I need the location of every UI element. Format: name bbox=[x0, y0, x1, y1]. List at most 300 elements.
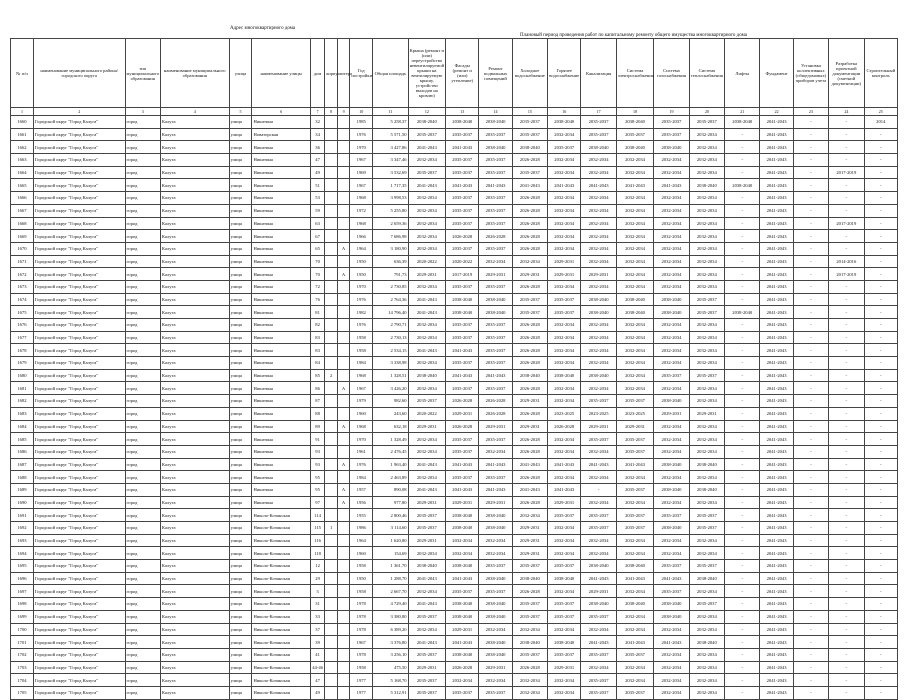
table-row bbox=[11, 686, 898, 699]
table-cell: 2038-2040 bbox=[408, 369, 445, 382]
table-cell: 2026-2028 bbox=[512, 433, 547, 446]
table-cell bbox=[325, 204, 337, 217]
column-number: 25 bbox=[864, 108, 897, 116]
table-cell: улица bbox=[229, 686, 252, 699]
table-cell: 84 bbox=[310, 357, 325, 370]
table-cell: Никитина bbox=[252, 420, 310, 433]
table-cell: Городской округ "Город Калуга" bbox=[33, 369, 125, 382]
table-cell: город bbox=[125, 445, 160, 458]
table-cell: улица bbox=[229, 217, 252, 230]
table-cell: 2038-2040 bbox=[479, 572, 512, 585]
table-cell: 2041-2043 bbox=[760, 686, 793, 699]
table-cell: 2032-2034 bbox=[408, 319, 445, 332]
table-cell: 2041-2043 bbox=[760, 445, 793, 458]
table-cell: 2041-2043 bbox=[760, 483, 793, 496]
table-cell: 2017-2019 bbox=[829, 217, 864, 230]
table-cell: - bbox=[829, 116, 864, 129]
table-cell: 14 796,40 bbox=[373, 306, 408, 319]
table-cell: 791,73 bbox=[373, 268, 408, 281]
table-cell: 2038-2040 bbox=[689, 636, 724, 649]
table-cell: 1661 bbox=[11, 128, 34, 141]
table-cell: 2035-2037 bbox=[654, 116, 689, 129]
table-cell: - bbox=[725, 547, 760, 560]
table-cell: 2029-2031 bbox=[512, 395, 547, 408]
table-cell: - bbox=[864, 407, 897, 420]
table-cell: - bbox=[864, 369, 897, 382]
table-cell bbox=[337, 255, 349, 268]
table-cell: 2029-2031 bbox=[548, 268, 581, 281]
table-cell: 2017-2019 bbox=[829, 166, 864, 179]
table-cell: Городской округ "Город Калуга" bbox=[33, 496, 125, 509]
column-header: Лифты bbox=[725, 39, 760, 108]
table-cell: 2032-2034 bbox=[548, 674, 581, 687]
table-cell: 2032-2034 bbox=[479, 534, 512, 547]
table-cell: 2035-2037 bbox=[446, 319, 479, 332]
table-cell bbox=[337, 141, 349, 154]
table-cell: 2 476,45 bbox=[373, 445, 408, 458]
table-cell: Никитина bbox=[252, 458, 310, 471]
table-cell: Никитина bbox=[252, 331, 310, 344]
table-cell: - bbox=[864, 686, 897, 699]
table-cell: 2023-2025 bbox=[581, 407, 616, 420]
table-cell: 1677 bbox=[11, 331, 34, 344]
table-cell: 67 bbox=[310, 230, 325, 243]
table-cell: Никитина bbox=[252, 382, 310, 395]
table-cell: 2041-2043 bbox=[512, 458, 547, 471]
table-cell: 41 bbox=[310, 648, 325, 661]
table-cell bbox=[325, 179, 337, 192]
table-cell: 2029-2031 bbox=[512, 547, 547, 560]
table-cell: А bbox=[337, 242, 349, 255]
table-cell: улица bbox=[229, 445, 252, 458]
table-row bbox=[11, 610, 898, 623]
table-row bbox=[11, 280, 898, 293]
table-cell: 2032-2034 bbox=[408, 230, 445, 243]
table-cell: - bbox=[793, 141, 828, 154]
table-cell: 1958 bbox=[350, 344, 373, 357]
table-cell: - bbox=[864, 217, 897, 230]
table-cell: 2032-2034 bbox=[689, 382, 724, 395]
table-cell: - bbox=[864, 572, 897, 585]
table-cell: Никитина bbox=[252, 204, 310, 217]
table-cell: 2035-2037 bbox=[616, 686, 653, 699]
column-header: Фундамент bbox=[760, 39, 793, 108]
table-cell: - bbox=[725, 572, 760, 585]
table-cell: 2029-2031 bbox=[512, 522, 547, 535]
table-cell: 2038-2040 bbox=[654, 522, 689, 535]
table-cell: 2041-2043 bbox=[581, 179, 616, 192]
table-cell: улица bbox=[229, 572, 252, 585]
table-cell: 2041-2043 bbox=[446, 572, 479, 585]
table-cell: 59 bbox=[310, 204, 325, 217]
table-cell bbox=[325, 166, 337, 179]
table-cell: 2038-2040 bbox=[654, 483, 689, 496]
table-cell: 2041-2043 bbox=[479, 458, 512, 471]
table-row bbox=[11, 242, 898, 255]
table-cell: город bbox=[125, 369, 160, 382]
table-cell: 1663 bbox=[11, 154, 34, 167]
table-cell: 2032-2034 bbox=[654, 547, 689, 560]
table-cell: 2041-2043 bbox=[479, 179, 512, 192]
table-cell: 2035-2037 bbox=[408, 166, 445, 179]
table-row bbox=[11, 483, 898, 496]
table-cell: улица bbox=[229, 192, 252, 205]
table-cell: 2032-2034 bbox=[689, 128, 724, 141]
column-number: 23 bbox=[793, 108, 828, 116]
table-cell: 2032-2034 bbox=[581, 204, 616, 217]
table-cell: - bbox=[829, 534, 864, 547]
table-cell: 1668 bbox=[11, 217, 34, 230]
column-header: дом bbox=[310, 39, 325, 108]
table-cell: 2017-2019 bbox=[446, 268, 479, 281]
column-number: 2 bbox=[33, 108, 125, 116]
table-cell: - bbox=[725, 204, 760, 217]
table-cell: Никитина bbox=[252, 306, 310, 319]
table-cell: 1692 bbox=[11, 522, 34, 535]
table-cell: - bbox=[864, 268, 897, 281]
table-cell: 2032-2034 bbox=[408, 357, 445, 370]
table-cell: 1662 bbox=[11, 141, 34, 154]
table-cell: - bbox=[725, 255, 760, 268]
table-cell: Калуга bbox=[160, 319, 229, 332]
table-cell: 2032-2034 bbox=[689, 280, 724, 293]
table-cell: 2035-2037 bbox=[446, 217, 479, 230]
table-cell: Никитина bbox=[252, 433, 310, 446]
table-cell: улица bbox=[229, 242, 252, 255]
table-cell: - bbox=[864, 331, 897, 344]
table-cell: - bbox=[864, 357, 897, 370]
table-cell: город bbox=[125, 306, 160, 319]
table-cell: - bbox=[725, 509, 760, 522]
table-cell: 2041-2043 bbox=[446, 458, 479, 471]
table-cell: - bbox=[829, 230, 864, 243]
table-cell: Городской округ "Город Калуга" bbox=[33, 623, 125, 636]
table-cell: 2041-2043 bbox=[760, 319, 793, 332]
table-cell: - bbox=[864, 319, 897, 332]
table-cell bbox=[325, 306, 337, 319]
table-cell bbox=[337, 116, 349, 129]
table-cell: 1969 bbox=[350, 166, 373, 179]
table-cell: 2041-2043 bbox=[760, 623, 793, 636]
table-cell: 1686 bbox=[11, 445, 34, 458]
table-cell: 2032-2034 bbox=[581, 154, 616, 167]
table-cell: 2032-2034 bbox=[616, 496, 653, 509]
table-cell: 2032-2034 bbox=[689, 242, 724, 255]
table-cell: 97 bbox=[310, 496, 325, 509]
column-number: 1 bbox=[11, 108, 34, 116]
table-row bbox=[11, 154, 898, 167]
table-cell: - bbox=[793, 268, 828, 281]
table-cell: 2 659,36 bbox=[373, 217, 408, 230]
table-cell: 2023-2025 bbox=[548, 407, 581, 420]
table-cell: - bbox=[829, 179, 864, 192]
table-cell: 2032-2034 bbox=[689, 433, 724, 446]
table-cell: Калуга bbox=[160, 560, 229, 573]
table-cell: 2041-2043 bbox=[760, 242, 793, 255]
table-cell: Городской округ "Город Калуга" bbox=[33, 166, 125, 179]
table-row bbox=[11, 572, 898, 585]
table-cell: Городской округ "Город Калуга" bbox=[33, 572, 125, 585]
header-row bbox=[11, 39, 898, 108]
table-cell: улица bbox=[229, 623, 252, 636]
table-cell: 1678 bbox=[11, 344, 34, 357]
table-cell: - bbox=[725, 382, 760, 395]
table-cell: 2029-2031 bbox=[512, 534, 547, 547]
column-number: 7 bbox=[310, 108, 325, 116]
table-row bbox=[11, 445, 898, 458]
table-cell: 2035-2037 bbox=[654, 585, 689, 598]
table-cell: - bbox=[725, 141, 760, 154]
table-cell: Городской округ "Город Калуга" bbox=[33, 522, 125, 535]
table-cell: 2032-2034 bbox=[654, 280, 689, 293]
table-cell: 2038-2040 bbox=[408, 116, 445, 129]
table-cell: 1680 bbox=[11, 369, 34, 382]
table-cell bbox=[325, 610, 337, 623]
table-cell: 29 bbox=[310, 572, 325, 585]
table-cell: - bbox=[864, 382, 897, 395]
table-cell: 2041-2043 bbox=[616, 458, 653, 471]
table-cell: 2038-2040 bbox=[654, 306, 689, 319]
table-cell: 49 bbox=[310, 686, 325, 699]
table-cell: город bbox=[125, 496, 160, 509]
table-cell bbox=[325, 357, 337, 370]
table-cell: 2041-2043 bbox=[760, 496, 793, 509]
table-cell: 2038-2040 bbox=[725, 116, 760, 129]
table-cell: Николо-Козинская bbox=[252, 636, 310, 649]
table-cell: 2035-2037 bbox=[479, 686, 512, 699]
column-header: Строительный контроль bbox=[864, 39, 897, 108]
table-cell: 2035-2037 bbox=[408, 674, 445, 687]
table-cell: 2041-2043 bbox=[548, 458, 581, 471]
table-cell: - bbox=[829, 306, 864, 319]
table-cell: 2038-2040 bbox=[654, 458, 689, 471]
table-cell: 2032-2034 bbox=[689, 585, 724, 598]
table-cell: Никитина bbox=[252, 192, 310, 205]
table-cell: город bbox=[125, 648, 160, 661]
table-cell: 2035-2037 bbox=[408, 686, 445, 699]
table-cell: Николо-Козинская bbox=[252, 623, 310, 636]
table-cell: 2032-2034 bbox=[689, 154, 724, 167]
table-cell: 1985 bbox=[350, 116, 373, 129]
table-cell bbox=[337, 636, 349, 649]
table-cell: 37 bbox=[310, 623, 325, 636]
table-cell: 116 bbox=[310, 534, 325, 547]
table-cell: 1684 bbox=[11, 420, 34, 433]
table-cell: 2032-2034 bbox=[512, 623, 547, 636]
table-cell bbox=[337, 306, 349, 319]
table-cell bbox=[337, 192, 349, 205]
table-cell: 2032-2034 bbox=[689, 344, 724, 357]
table-cell: - bbox=[829, 395, 864, 408]
table-cell: город bbox=[125, 217, 160, 230]
table-cell: улица bbox=[229, 483, 252, 496]
table-cell: 2041-2043 bbox=[616, 179, 653, 192]
table-row bbox=[11, 255, 898, 268]
table-cell: 1670 bbox=[11, 242, 34, 255]
table-cell: Калуга bbox=[160, 369, 229, 382]
table-cell: 2029-2031 bbox=[408, 268, 445, 281]
table-cell bbox=[337, 293, 349, 306]
table-cell: 2041-2043 bbox=[446, 344, 479, 357]
table-cell: 2032-2034 bbox=[548, 445, 581, 458]
table-cell: 70 bbox=[310, 255, 325, 268]
table-cell: 2032-2034 bbox=[408, 154, 445, 167]
table-cell: 2038-2040 bbox=[446, 610, 479, 623]
column-header: Фасады (ремонт и (или) утепление) bbox=[446, 39, 479, 108]
table-cell: 2035-2037 bbox=[408, 128, 445, 141]
table-cell: - bbox=[793, 293, 828, 306]
table-cell: 2041-2043 bbox=[760, 610, 793, 623]
table-cell: 2035-2037 bbox=[581, 610, 616, 623]
table-cell: - bbox=[725, 280, 760, 293]
table-cell: улица bbox=[229, 522, 252, 535]
table-cell: 1958 bbox=[350, 661, 373, 674]
table-cell: Никитина bbox=[252, 293, 310, 306]
table-cell: 2038-2040 bbox=[581, 598, 616, 611]
table-cell: 2029-2031 bbox=[581, 268, 616, 281]
table-cell: Городской округ "Город Калуга" bbox=[33, 547, 125, 560]
table-cell: - bbox=[793, 204, 828, 217]
table-row bbox=[11, 496, 898, 509]
table-cell: Городской округ "Город Калуга" bbox=[33, 192, 125, 205]
table-row bbox=[11, 382, 898, 395]
table-cell: 2032-2034 bbox=[654, 154, 689, 167]
table-cell: Калуга bbox=[160, 280, 229, 293]
table-cell: Никитина bbox=[252, 445, 310, 458]
table-cell: 2038-2040 bbox=[581, 560, 616, 573]
column-number: 18 bbox=[616, 108, 653, 116]
table-cell: - bbox=[725, 420, 760, 433]
table-cell: улица bbox=[229, 636, 252, 649]
table-cell: 2026-2028 bbox=[512, 331, 547, 344]
table-cell: 2035-2037 bbox=[581, 509, 616, 522]
table-cell: Калуга bbox=[160, 128, 229, 141]
table-cell: Городской округ "Город Калуга" bbox=[33, 331, 125, 344]
table-cell: 2035-2037 bbox=[446, 433, 479, 446]
table-cell: 2032-2034 bbox=[689, 166, 724, 179]
table-cell: 2041-2043 bbox=[760, 204, 793, 217]
table-cell: - bbox=[725, 395, 760, 408]
table-cell: - bbox=[864, 242, 897, 255]
table-cell: город bbox=[125, 179, 160, 192]
table-cell: 2032-2034 bbox=[616, 585, 653, 598]
table-cell: - bbox=[793, 179, 828, 192]
table-cell: 2032-2034 bbox=[581, 331, 616, 344]
table-cell: 1977 bbox=[350, 686, 373, 699]
table-cell: 2029-2031 bbox=[548, 661, 581, 674]
table-cell: 3 bbox=[310, 585, 325, 598]
table-cell: Городской округ "Город Калуга" bbox=[33, 344, 125, 357]
table-cell: - bbox=[864, 648, 897, 661]
table-cell: - bbox=[864, 534, 897, 547]
table-cell: 2032-2034 bbox=[548, 547, 581, 560]
table-cell: 2032-2034 bbox=[548, 154, 581, 167]
column-header: литера bbox=[337, 39, 349, 108]
table-cell: - bbox=[829, 648, 864, 661]
table-cell: 2035-2037 bbox=[512, 610, 547, 623]
column-number: 15 bbox=[512, 108, 547, 116]
table-cell: 86 bbox=[310, 382, 325, 395]
table-cell: 2032-2034 bbox=[548, 217, 581, 230]
table-cell bbox=[337, 128, 349, 141]
table-cell: город bbox=[125, 407, 160, 420]
table-cell: 2032-2034 bbox=[689, 661, 724, 674]
table-cell bbox=[337, 154, 349, 167]
table-cell: 2032-2034 bbox=[581, 623, 616, 636]
table-cell: 2032-2034 bbox=[654, 661, 689, 674]
table-cell bbox=[325, 509, 337, 522]
table-cell: 1697 bbox=[11, 585, 34, 598]
table-cell: - bbox=[793, 395, 828, 408]
table-cell: 2032-2034 bbox=[512, 255, 547, 268]
table-cell: - bbox=[793, 230, 828, 243]
table-cell: 5 258,37 bbox=[373, 116, 408, 129]
table-row bbox=[11, 648, 898, 661]
table-cell: 2035-2037 bbox=[616, 445, 653, 458]
table-cell: 2032-2034 bbox=[689, 420, 724, 433]
capital-repair-table bbox=[10, 38, 898, 700]
table-cell: - bbox=[864, 509, 897, 522]
table-cell: - bbox=[725, 128, 760, 141]
table-cell: - bbox=[864, 496, 897, 509]
table-cell: 2032-2034 bbox=[689, 331, 724, 344]
table-cell: Городской округ "Город Калуга" bbox=[33, 407, 125, 420]
table-cell: 53 bbox=[310, 192, 325, 205]
table-cell: 2032-2034 bbox=[548, 686, 581, 699]
table-cell: 2032-2034 bbox=[548, 344, 581, 357]
table-cell bbox=[325, 154, 337, 167]
table-cell: - bbox=[864, 598, 897, 611]
table-cell: Никитина bbox=[252, 154, 310, 167]
table-cell: 2035-2037 bbox=[654, 560, 689, 573]
table-cell: 114 bbox=[310, 509, 325, 522]
table-cell: 2035-2037 bbox=[616, 395, 653, 408]
table-cell: 2041-2043 bbox=[512, 483, 547, 496]
table-cell: - bbox=[864, 471, 897, 484]
table-cell: 44-46 bbox=[310, 661, 325, 674]
table-cell: 2032-2034 bbox=[654, 166, 689, 179]
table-cell: 95 bbox=[310, 483, 325, 496]
column-header: Система газоснабжения bbox=[654, 39, 689, 108]
table-cell: 1673 bbox=[11, 280, 34, 293]
table-cell: 2026-2028 bbox=[512, 192, 547, 205]
table-cell: - bbox=[793, 166, 828, 179]
table-cell: 2041-2043 bbox=[760, 547, 793, 560]
table-cell: город bbox=[125, 560, 160, 573]
table-cell: 2035-2037 bbox=[479, 560, 512, 573]
table-cell: - bbox=[793, 648, 828, 661]
table-cell: - bbox=[725, 648, 760, 661]
table-row bbox=[11, 598, 898, 611]
table-cell: 2035-2037 bbox=[616, 522, 653, 535]
table-cell: 1701 bbox=[11, 636, 34, 649]
table-cell: 2032-2034 bbox=[616, 230, 653, 243]
table-cell: 2041-2043 bbox=[760, 648, 793, 661]
table-cell: Никитина bbox=[252, 268, 310, 281]
table-cell: Городской округ "Город Калуга" bbox=[33, 458, 125, 471]
table-cell: 2029-2031 bbox=[479, 661, 512, 674]
table-cell: 2026-2028 bbox=[512, 496, 547, 509]
table-cell: Калуга bbox=[160, 648, 229, 661]
table-cell: город bbox=[125, 585, 160, 598]
table-cell: 2035-2037 bbox=[446, 154, 479, 167]
table-cell: город bbox=[125, 116, 160, 129]
table-cell: 70 bbox=[310, 268, 325, 281]
table-cell: А bbox=[337, 496, 349, 509]
table-cell: 5 255,80 bbox=[373, 204, 408, 217]
table-cell: 2038-2040 bbox=[479, 141, 512, 154]
table-cell: 2032-2034 bbox=[654, 242, 689, 255]
